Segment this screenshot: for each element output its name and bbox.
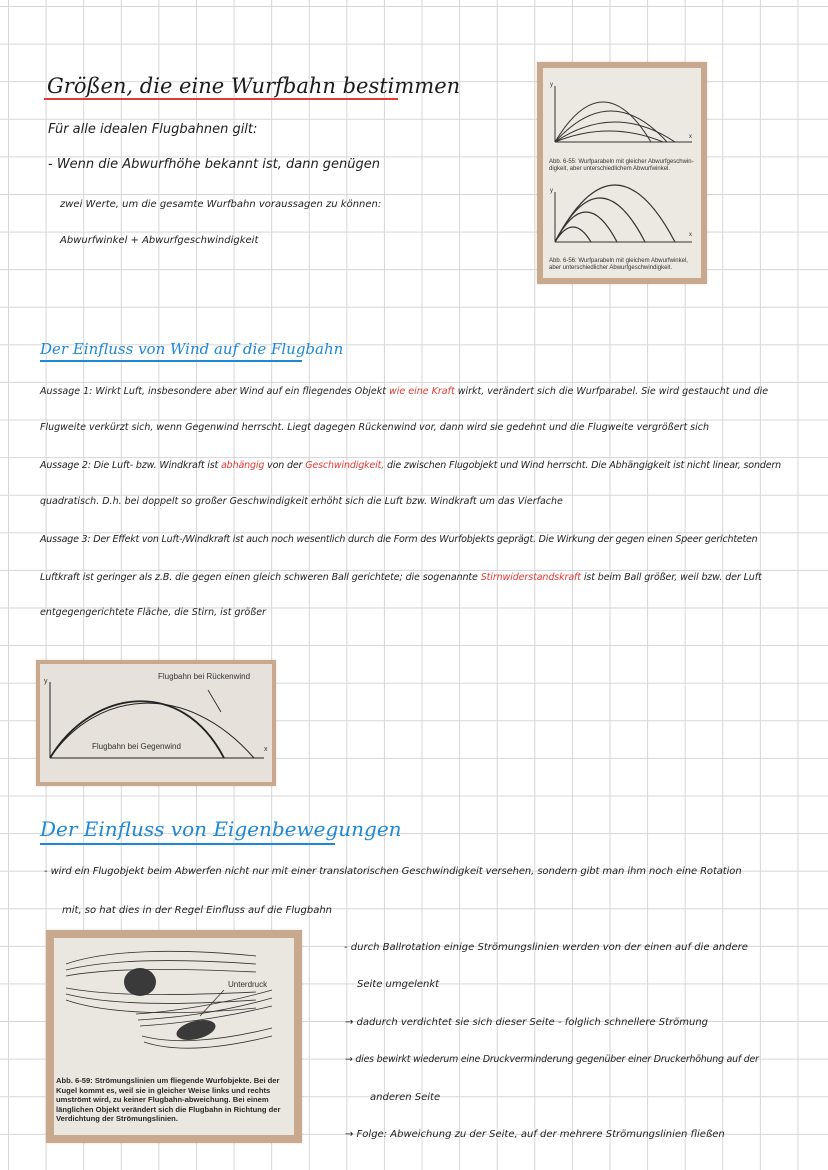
text-line: → Folge: Abweichung zu der Seite, auf der mehrere Strömungslinien fließen (345, 1129, 725, 1140)
aussage-1-line-1: Aussage 1: Wirkt Luft, insbesondere aber Wind auf ein fliegendes Objekt wie eine Kraft wirkt, verändert sich die Wurfparabel. Sie wird gestaucht und die (40, 386, 769, 397)
axis-label-y: y (550, 82, 553, 88)
label-gegenwind: Flugbahn bei Gegenwind (92, 742, 181, 751)
aussage-3-line-3: entgegengerichtete Fläche, die Stirn, ist größer (40, 607, 266, 618)
axis-label-x: x (264, 746, 268, 753)
axis-label-x: x (689, 134, 692, 140)
text-line: - Wenn die Abwurfhöhe bekannt ist, dann genügen (48, 157, 381, 172)
text-line: Abwurfwinkel + Abwurfgeschwindigkeit (60, 235, 259, 246)
label-rueckenwind: Flugbahn bei Rückenwind (158, 672, 251, 681)
aussage-3-line-1: Aussage 3: Der Effekt von Luft-/Windkraft ist auch noch wesentlich durch die Form des Wurfobjekts geprägt. Die Wirkung der gegen einen Speer gerichteten (40, 534, 758, 545)
text-line: → dies bewirkt wiederum eine Druckverminderung gegenüber einer Druckerhöhung auf der (345, 1054, 759, 1065)
title-underline (44, 98, 398, 100)
text-line: - durch Ballrotation einige Strömungslinien werden von der einen auf die andere (344, 942, 748, 953)
figure-caption: Abb. 6-59: Strömungslinien um fliegende Wurfobjekte. Bei der Kugel kommt es, weil sie in gleicher Weise links und rechts umströmt wird, zu keiner Flugbahn-abweichung. Bei einem länglichen Objekt verändert sich die Flugbahn in Richtung der Verdichtung der Strömungslinien. (56, 1076, 281, 1124)
aussage-3-line-2: Luftkraft ist geringer als z.B. die gegen einen gleich schweren Ball gerichtete; die sogenannte Stirnwiderstandskraft ist beim Ball größer, weil bzw. der Luft (40, 572, 762, 583)
label-unterdruck: Unterdruck (228, 980, 268, 989)
parabola-diagrams (537, 62, 707, 284)
aussage-2-line-1: Aussage 2: Die Luft- bzw. Windkraft ist abhängig von der Geschwindigkeit, die zwischen Flugobjekt und Wind herrscht. Die Abhängigkeit ist nicht linear, sondern (40, 460, 782, 471)
figure-caption: Abb. 6-56: Wurfparabeln mit gleichem Abwurfwinkel, aber unterschiedlicher Abwurfgeschwindigkeit. (549, 258, 688, 271)
text-line: → dadurch verdichtet sie sich dieser Seite - folglich schnellere Strömung (345, 1017, 709, 1028)
text-line: anderen Seite (370, 1092, 441, 1103)
section-title-wurfbahn: Größen, die eine Wurfbahn bestimmen (47, 74, 461, 98)
text-line: Für alle idealen Flugbahnen gilt: (48, 122, 258, 137)
figure-wind-flugbahn (36, 660, 276, 786)
title-underline (40, 843, 335, 845)
section-title-eigenbewegungen: Der Einfluss von Eigenbewegungen (40, 817, 402, 841)
figure-stroemungslinien (46, 930, 302, 1143)
axis-label-y: y (550, 188, 553, 194)
text-line: - wird ein Flugobjekt beim Abwerfen nicht nur mit einer translatorischen Geschwindigkeit versehen, sondern gibt man ihm noch eine Rotation (44, 866, 742, 877)
text-line: mit, so hat dies in der Regel Einfluss auf die Flugbahn (62, 905, 332, 916)
section-title-wind: Der Einfluss von Wind auf die Flugbahn (40, 340, 344, 358)
title-underline (40, 360, 302, 362)
text-line: Seite umgelenkt (357, 979, 440, 990)
aussage-2-line-2: quadratisch. D.h. bei doppelt so großer Geschwindigkeit erhöht sich die Luft bzw. Windkraft um das Vierfache (40, 496, 563, 507)
figure-wurfparabeln (537, 62, 707, 284)
aussage-1-line-2: Flugweite verkürzt sich, wenn Gegenwind herrscht. Liegt dagegen Rückenwind vor, dann wird sie gedehnt und die Flugweite vergrößert sich (40, 422, 710, 433)
figure-caption: Abb. 6-55: Wurfparabeln mit gleicher Abwurfgeschwin-digkeit, aber unterschiedlichem Abwurfwinkel. (549, 159, 694, 172)
axis-label-y: y (44, 678, 48, 685)
text-line: zwei Werte, um die gesamte Wurfbahn voraussagen zu können: (60, 199, 382, 210)
axis-label-x: x (689, 232, 692, 238)
